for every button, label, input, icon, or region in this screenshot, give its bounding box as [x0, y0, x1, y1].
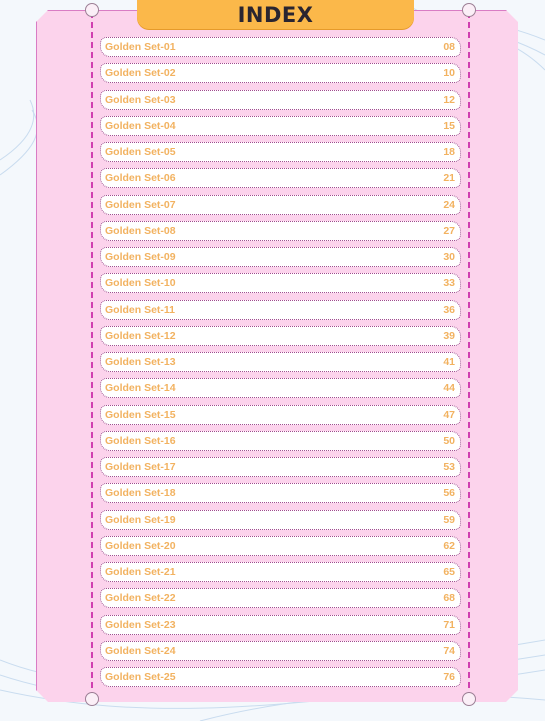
entry-page-number: 62 [443, 539, 455, 552]
index-entry[interactable] [100, 352, 461, 372]
entry-page-number: 41 [443, 356, 455, 368]
entry-label: Golden Set-09 [105, 251, 176, 263]
entry-label: Golden Set-13 [105, 356, 176, 368]
title-tab [137, 0, 414, 29]
entry-page-number: 68 [443, 592, 455, 605]
index-entry[interactable] [100, 536, 461, 556]
index-entry[interactable] [100, 510, 461, 530]
entry-label: Golden Set-15 [105, 408, 176, 421]
entry-page-number: 08 [443, 41, 455, 53]
entry-label: Golden Set-20 [105, 539, 176, 552]
index-entry[interactable] [100, 273, 461, 293]
index-entry[interactable] [100, 195, 461, 215]
entry-page-number: 59 [443, 513, 455, 526]
entry-label: Golden Set-06 [105, 172, 176, 185]
right-dashed-guide [468, 12, 470, 698]
entry-page-number: 27 [443, 224, 455, 237]
entry-page-number: 53 [443, 461, 455, 473]
entry-page-number: 71 [443, 618, 455, 631]
top-left-pin-icon [85, 3, 99, 17]
entry-page-number: 10 [443, 67, 455, 80]
entry-page-number: 33 [443, 277, 455, 290]
entry-label: Golden Set-18 [105, 487, 176, 500]
index-list [100, 37, 461, 693]
entry-label: Golden Set-21 [105, 566, 176, 578]
index-entry[interactable] [100, 457, 461, 477]
entry-label: Golden Set-02 [105, 67, 176, 80]
index-entry[interactable] [100, 326, 461, 346]
index-entry[interactable] [100, 116, 461, 136]
entry-page-number: 74 [443, 644, 455, 657]
bottom-right-pin-icon [462, 692, 476, 706]
entry-page-number: 65 [443, 566, 455, 578]
entry-label: Golden Set-08 [105, 224, 176, 237]
bottom-left-pin-icon [85, 692, 99, 706]
entry-label: Golden Set-10 [105, 277, 176, 290]
index-entry[interactable] [100, 405, 461, 425]
index-entry[interactable] [100, 168, 461, 188]
entry-label: Golden Set-23 [105, 618, 176, 631]
index-entry[interactable] [100, 247, 461, 267]
left-dashed-guide [91, 12, 93, 698]
entry-label: Golden Set-01 [105, 41, 176, 53]
entry-page-number: 12 [443, 93, 455, 106]
entry-label: Golden Set-07 [105, 198, 176, 211]
index-entry[interactable] [100, 615, 461, 635]
entry-label: Golden Set-11 [105, 303, 176, 316]
index-entry[interactable] [100, 588, 461, 608]
entry-label: Golden Set-04 [105, 119, 176, 132]
entry-page-number: 56 [443, 487, 455, 500]
index-entry[interactable] [100, 63, 461, 83]
entry-label: Golden Set-19 [105, 513, 176, 526]
entry-label: Golden Set-14 [105, 382, 176, 395]
index-entry[interactable] [100, 431, 461, 451]
entry-page-number: 24 [443, 198, 455, 211]
index-entry[interactable] [100, 142, 461, 162]
entry-page-number: 21 [443, 172, 455, 185]
entry-label: Golden Set-05 [105, 146, 176, 158]
index-entry[interactable] [100, 221, 461, 241]
entry-label: Golden Set-16 [105, 434, 176, 447]
top-right-pin-icon [462, 3, 476, 17]
entry-label: Golden Set-12 [105, 329, 176, 342]
index-entry[interactable] [100, 378, 461, 398]
index-entry[interactable] [100, 667, 461, 687]
entry-page-number: 15 [443, 119, 455, 132]
entry-page-number: 18 [443, 146, 455, 158]
entry-page-number: 47 [443, 408, 455, 421]
index-entry[interactable] [100, 641, 461, 661]
entry-label: Golden Set-03 [105, 93, 176, 106]
entry-label: Golden Set-22 [105, 592, 176, 605]
index-entry[interactable] [100, 483, 461, 503]
page-title: INDEX [237, 2, 314, 27]
entry-label: Golden Set-24 [105, 644, 176, 657]
index-entry[interactable] [100, 562, 461, 582]
entry-page-number: 36 [443, 303, 455, 316]
entry-page-number: 39 [443, 329, 455, 342]
entry-page-number: 44 [443, 382, 455, 395]
index-entry[interactable] [100, 300, 461, 320]
entry-label: Golden Set-17 [105, 461, 176, 473]
entry-page-number: 50 [443, 434, 455, 447]
entry-label: Golden Set-25 [105, 671, 176, 683]
entry-page-number: 30 [443, 251, 455, 263]
entry-page-number: 76 [443, 671, 455, 683]
index-entry[interactable] [100, 37, 461, 57]
index-entry[interactable] [100, 90, 461, 110]
